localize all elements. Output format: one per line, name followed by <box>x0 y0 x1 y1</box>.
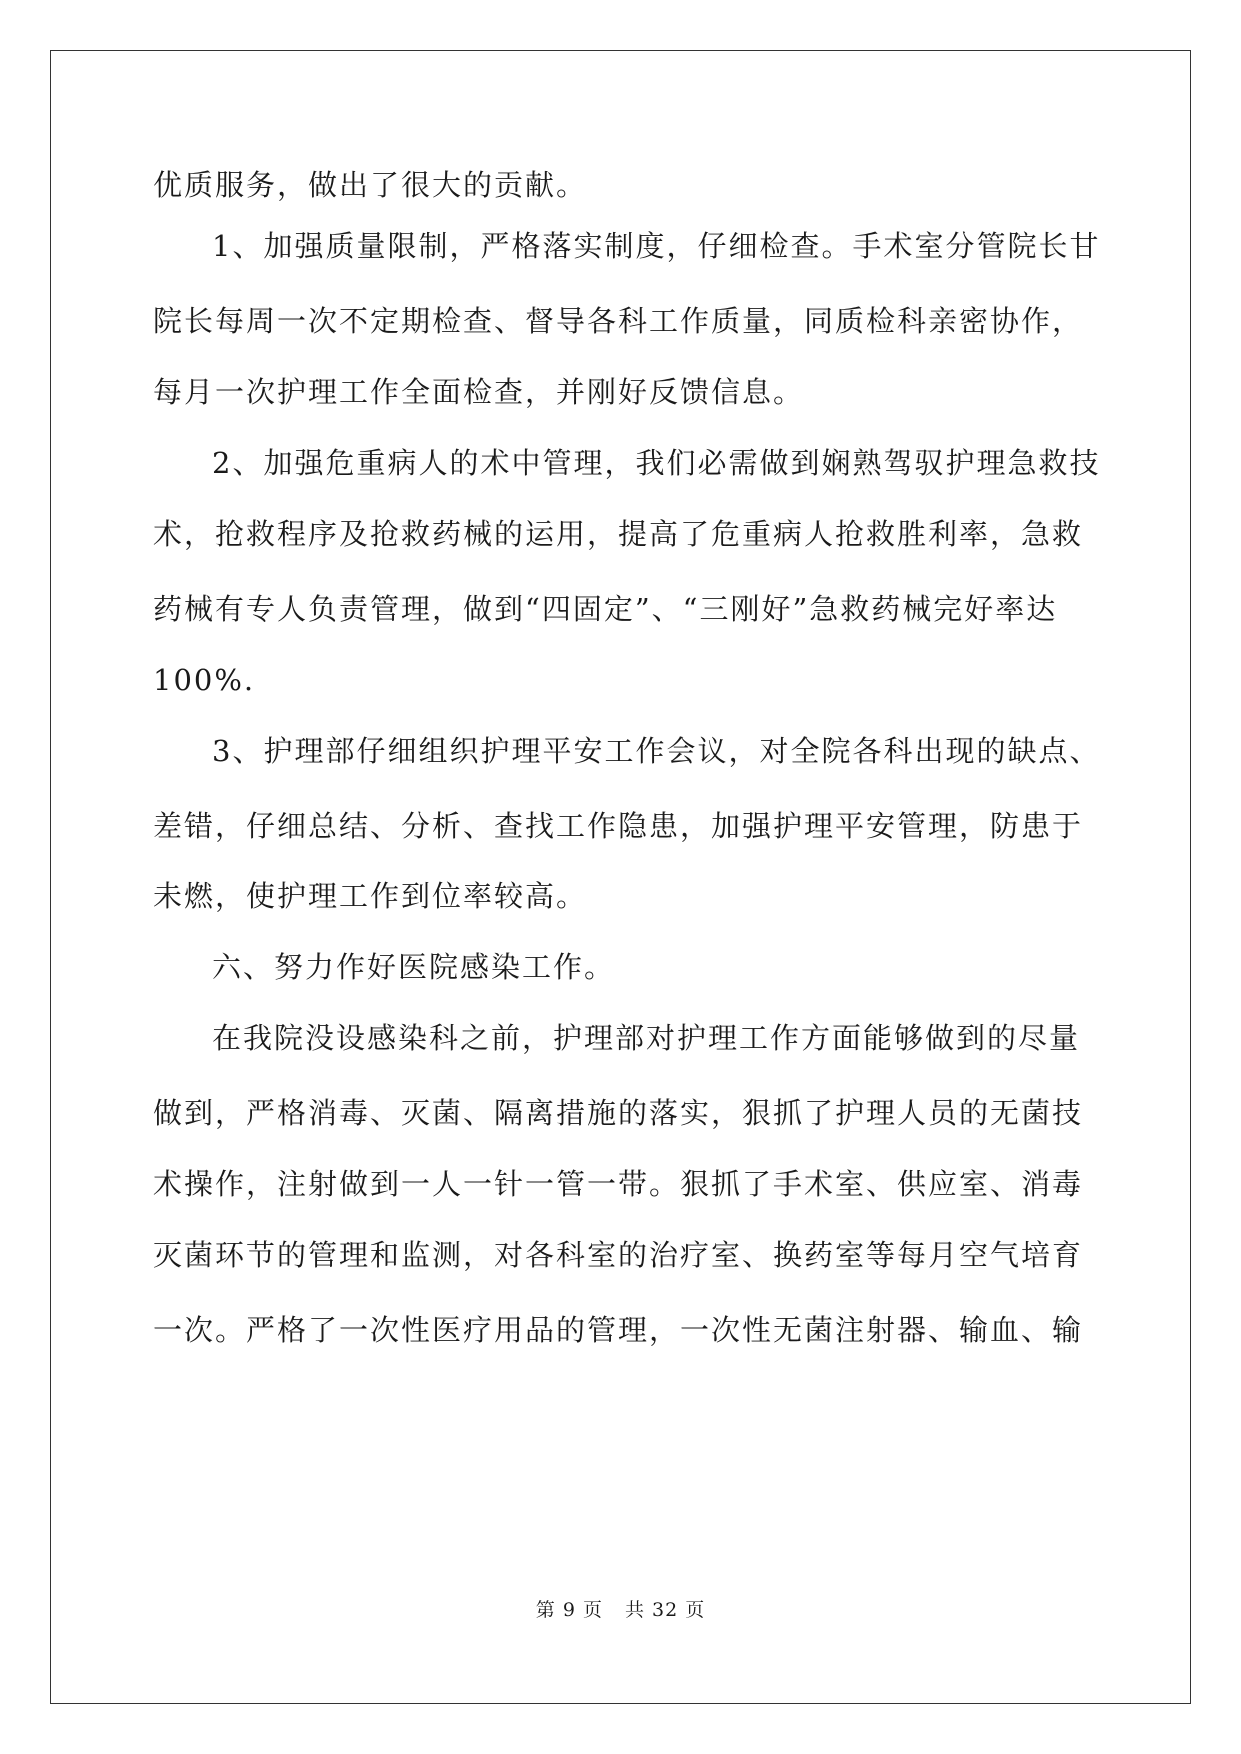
text-line: 优质服务，做出了很大的贡献。 <box>153 168 588 202</box>
text-line: 差错，仔细总结、分析、查找工作隐患，加强护理平安管理，防患于 <box>153 809 1084 843</box>
text-line: 灭菌环节的管理和监测，对各科室的治疗室、换药室等每月空气培育 <box>153 1238 1084 1272</box>
text-line: 在我院没设感染科之前，护理部对护理工作方面能够做到的尽量 <box>212 1021 1081 1055</box>
text-line: 每月一次护理工作全面检查，并刚好反馈信息。 <box>153 375 805 409</box>
section-heading: 六、努力作好医院感染工作。 <box>212 950 616 984</box>
text-line: 术操作，注射做到一人一针一管一带。狠抓了手术室、供应室、消毒 <box>153 1167 1084 1201</box>
text-line: 2、加强危重病人的术中管理，我们必需做到娴熟驾驭护理急救技 <box>212 446 1101 480</box>
page-number: 第 9 页 <box>535 1599 603 1621</box>
text-line: 院长每周一次不定期检查、督导各科工作质量，同质检科亲密协作， <box>153 304 1084 338</box>
text-line: 未燃，使护理工作到位率较高。 <box>153 879 588 913</box>
text-line: 100%. <box>153 663 256 697</box>
text-line: 术，抢救程序及抢救药械的运用，提高了危重病人抢救胜利率，急救 <box>153 517 1084 551</box>
text-line: 1、加强质量限制，严格落实制度，仔细检查。手术室分管院长甘 <box>212 229 1101 263</box>
text-line: 做到，严格消毒、灭菌、隔离措施的落实，狠抓了护理人员的无菌技 <box>153 1096 1084 1130</box>
text-line: 药械有专人负责管理，做到“四固定”、“三刚好”急救药械完好率达 <box>153 592 1058 626</box>
page-count: 共 32 页 <box>624 1599 706 1621</box>
page-footer <box>0 1597 1241 1623</box>
text-line: 一次。严格了一次性医疗用品的管理，一次性无菌注射器、输血、输 <box>153 1313 1084 1347</box>
text-line: 3、护理部仔细组织护理平安工作会议，对全院各科出现的缺点、 <box>212 734 1101 768</box>
